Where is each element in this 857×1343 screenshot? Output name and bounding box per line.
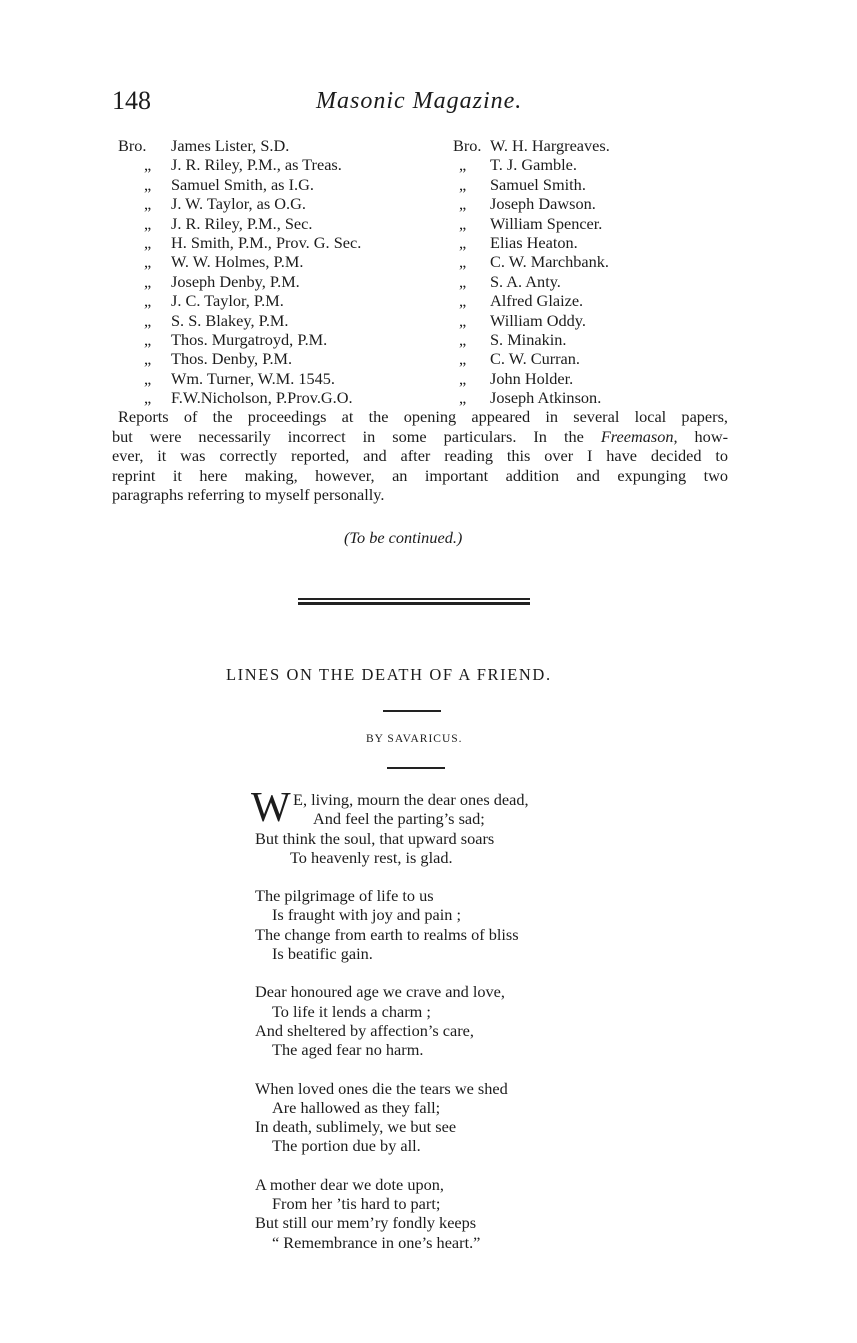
poem-body	[251, 785, 529, 1271]
attendee-name: Samuel Smith, as I.G.	[171, 174, 314, 194]
attendee-row	[118, 233, 361, 252]
poem-line: In death, sublimely, we but see	[255, 1117, 457, 1137]
poem-line: E, living, mourn the dear ones dead,	[293, 790, 529, 809]
ditto-mark: „	[144, 252, 152, 272]
title-rule	[383, 710, 441, 712]
ditto-mark: „	[459, 194, 467, 214]
attendee-name: James Lister, S.D.	[171, 136, 290, 155]
publication-name: Freemason,	[600, 426, 678, 446]
attendee-row	[118, 311, 361, 330]
poem-stanza	[255, 886, 529, 963]
attendee-name: Joseph Atkinson.	[490, 388, 602, 408]
attendee-row	[118, 194, 361, 213]
ditto-mark: „	[459, 213, 467, 233]
paragraph-line: reprint it here making, however, an important addition and expunging two	[112, 465, 728, 485]
attendee-row	[118, 214, 361, 233]
poem-line: A mother dear we dote upon,	[255, 1174, 444, 1194]
attendee-prefix: Bro.	[453, 136, 482, 155]
page-number: 148	[112, 86, 151, 115]
attendee-row	[453, 311, 610, 330]
poem-stanza	[255, 1079, 529, 1156]
attendee-row	[118, 155, 361, 174]
poem-line: Are hallowed as they fall;	[272, 1097, 441, 1117]
ditto-mark: „	[144, 271, 152, 291]
attendee-row	[118, 136, 361, 155]
attendee-row	[453, 369, 610, 388]
attendance-right-column	[453, 136, 610, 407]
ditto-mark: „	[144, 213, 152, 233]
ditto-mark: „	[144, 194, 152, 214]
ditto-mark: „	[459, 155, 467, 175]
ditto-mark: „	[459, 271, 467, 291]
attendee-name: Samuel Smith.	[490, 174, 586, 194]
attendee-row	[118, 252, 361, 271]
poem-line: But think the soul, that upward soars	[255, 828, 495, 848]
poem-line: Is fraught with joy and pain ;	[272, 905, 462, 925]
poem-line: Dear honoured age we crave and love,	[255, 982, 505, 1002]
ditto-mark: „	[459, 232, 467, 252]
attendee-name: C. W. Marchbank.	[490, 252, 609, 272]
poem-line: “ Remembrance in one’s heart.”	[272, 1232, 481, 1252]
attendee-row	[118, 330, 361, 349]
ditto-mark: „	[144, 388, 152, 408]
poem-line: When loved ones die the tears we shed	[255, 1078, 508, 1098]
attendee-row	[453, 175, 610, 194]
to-be-continued: (To be continued.)	[344, 528, 463, 547]
attendee-row	[453, 194, 610, 213]
poem-line: Is beatific gain.	[272, 944, 373, 964]
attendee-name: William Oddy.	[490, 310, 586, 330]
attendance-left-column	[118, 136, 361, 407]
attendee-name: Joseph Denby, P.M.	[171, 271, 300, 291]
attendee-name: Wm. Turner, W.M. 1545.	[171, 368, 335, 388]
ditto-mark: „	[459, 174, 467, 194]
attendee-row	[453, 272, 610, 291]
poem-byline: BY SAVARICUS.	[366, 733, 463, 745]
attendee-name: S. S. Blakey, P.M.	[171, 310, 289, 330]
poem-line: The change from earth to realms of bliss	[255, 924, 519, 944]
poem-line: But still our mem’ry fondly keeps	[255, 1213, 477, 1233]
ditto-mark: „	[144, 310, 152, 330]
ditto-mark: „	[459, 252, 467, 272]
attendee-row	[118, 388, 361, 407]
poem-line: And feel the parting’s sad;	[313, 809, 485, 829]
attendee-name: John Holder.	[490, 368, 574, 388]
attendee-name: J. R. Riley, P.M., as Treas.	[171, 155, 342, 175]
attendee-name: S. A. Anty.	[490, 271, 561, 291]
ditto-mark: „	[459, 310, 467, 330]
attendee-name: Thos. Denby, P.M.	[171, 349, 293, 369]
ditto-mark: „	[144, 329, 152, 349]
attendee-name: Alfred Glaize.	[490, 291, 584, 311]
poem-title: LINES ON THE DEATH OF A FRIEND.	[226, 665, 552, 684]
paragraph-text: but were necessarily incorrect in some particulars. In the	[112, 426, 601, 446]
attendee-name: Thos. Murgatroyd, P.M.	[171, 329, 328, 349]
ditto-mark: „	[144, 368, 152, 388]
attendee-row	[118, 291, 361, 310]
poem-stanza	[255, 1175, 529, 1252]
paragraph-text: how-	[677, 426, 729, 446]
ditto-mark: „	[459, 368, 467, 388]
separator-rule-top	[298, 598, 530, 600]
attendee-name: W. H. Hargreaves.	[490, 136, 610, 155]
attendee-name: F.W.Nicholson, P.Prov.G.O.	[171, 388, 353, 408]
ditto-mark: „	[144, 155, 152, 175]
poem-stanza	[251, 785, 529, 867]
attendee-row	[453, 349, 610, 368]
ditto-mark: „	[459, 388, 467, 408]
attendee-name: J. C. Taylor, P.M.	[171, 291, 284, 311]
poem-line: To heavenly rest, is glad.	[290, 847, 453, 867]
running-title: Masonic Magazine.	[316, 88, 523, 114]
attendee-name: C. W. Curran.	[490, 349, 580, 369]
attendee-prefix: Bro.	[118, 136, 147, 155]
ditto-mark: „	[459, 291, 467, 311]
attendee-name: T. J. Gamble.	[490, 155, 577, 175]
poem-line: The aged fear no harm.	[272, 1040, 424, 1060]
attendee-row	[453, 330, 610, 349]
paragraph-line: Reports of the proceedings at the opening appeared in several local papers,	[118, 407, 728, 426]
ditto-mark: „	[459, 329, 467, 349]
attendee-row	[453, 136, 610, 155]
poem-line: From her ’tis hard to part;	[272, 1194, 441, 1214]
ditto-mark: „	[144, 232, 152, 252]
attendee-row	[118, 272, 361, 291]
poem-line: The pilgrimage of life to us	[255, 886, 434, 906]
ditto-mark: „	[144, 174, 152, 194]
ditto-mark: „	[459, 349, 467, 369]
attendee-name: J. R. Riley, P.M., Sec.	[171, 213, 313, 233]
attendee-row	[118, 369, 361, 388]
attendee-name: Joseph Dawson.	[490, 194, 596, 214]
attendee-row	[118, 349, 361, 368]
byline-rule	[387, 767, 445, 769]
attendee-name: W. W. Holmes, P.M.	[171, 252, 304, 272]
drop-cap: W	[251, 785, 291, 831]
poem-stanza	[255, 982, 529, 1059]
attendee-row	[118, 175, 361, 194]
attendee-row	[453, 291, 610, 310]
attendee-name: S. Minakin.	[490, 329, 567, 349]
separator-rule-bottom	[298, 602, 530, 605]
attendee-row	[453, 155, 610, 174]
paragraph-line	[112, 427, 728, 447]
paragraph-line: paragraphs referring to myself personally.	[112, 485, 385, 505]
attendee-name: H. Smith, P.M., Prov. G. Sec.	[171, 232, 362, 252]
poem-line: The portion due by all.	[272, 1136, 421, 1156]
poem-line: And sheltered by affection’s care,	[255, 1020, 474, 1040]
paragraph-line: ever, it was correctly reported, and after reading this over I have decided to	[112, 446, 728, 466]
attendee-name: Elias Heaton.	[490, 232, 578, 252]
poem-line: To life it lends a charm ;	[272, 1001, 431, 1021]
reports-paragraph	[112, 407, 728, 505]
attendee-name: J. W. Taylor, as O.G.	[171, 194, 306, 214]
attendee-name: William Spencer.	[490, 213, 603, 233]
ditto-mark: „	[144, 291, 152, 311]
attendee-row	[453, 252, 610, 271]
attendee-row	[453, 233, 610, 252]
attendee-row	[453, 388, 610, 407]
attendee-row	[453, 214, 610, 233]
ditto-mark: „	[144, 349, 152, 369]
